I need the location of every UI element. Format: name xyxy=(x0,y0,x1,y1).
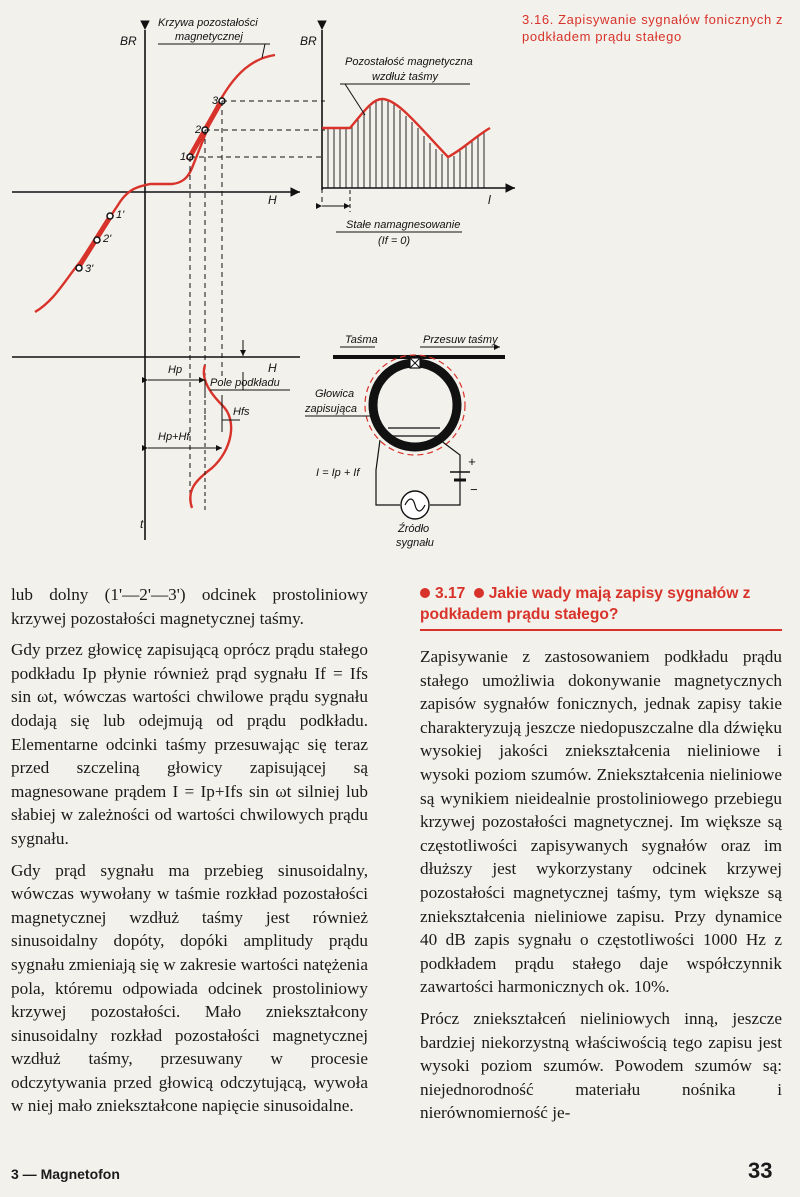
paragraph: Gdy prąd sygnału ma przebieg sinusoidalny, wówczas wywołany w taśmie rozkład pozostałości magnetycznej wzdłuż taśmy jest również sinusoidalny dopóty, dopóki amplitudy prądu sygnału zmieniają się w zakresie wartości natężenia pola, któremu odpowiada odcinek prostoliniowy krzywej pozostałości. Mało zniekształcony sinusoidalny rozkład pozostałości magnetycznej wzdłuż taśmy, przesuwany w procesie odczytywania przed głowicą odczytującą, wywoła w niej mało zniekształcone napięcie sinusoidalne. xyxy=(11,860,368,1116)
bullet-dot-icon xyxy=(420,588,430,598)
running-footer: 3 — Magnetofon xyxy=(11,1166,120,1182)
tape-title-1: Pozostałość magnetyczna xyxy=(345,56,473,68)
curve-title-1: Krzywa pozostałości xyxy=(158,17,258,29)
figure-3-16 xyxy=(0,0,800,560)
bullet-dot-icon xyxy=(474,588,484,598)
page-number: 33 xyxy=(748,1158,773,1183)
source-label-2: sygnału xyxy=(396,537,434,549)
point-3: 3 xyxy=(212,95,219,107)
head-label-2: zapisująca xyxy=(305,403,357,415)
const-mag-2: (If = 0) xyxy=(378,235,411,247)
const-mag-1: Stałe namagnesowanie xyxy=(346,219,461,231)
point-1: 1 xyxy=(180,151,187,163)
recording-head-diagram xyxy=(304,334,505,549)
tape-title-2: wzdłuż taśmy xyxy=(372,71,439,83)
battery-plus: + xyxy=(468,454,476,469)
paragraph: lub dolny (1'—2'—3') odcinek prostoliniowy krzywej pozostałości magnetycznej taśmy. xyxy=(11,585,368,628)
hfs-label: Hfs xyxy=(233,406,250,418)
question-title: Jakie wady mają zapisy sygnałów z podkładem prądu stałego? xyxy=(420,585,751,623)
h-axis-label-low: H xyxy=(268,361,277,375)
bias-field-label: Pole podkładu xyxy=(210,377,280,389)
tape-axes xyxy=(322,30,515,190)
remanence-axes xyxy=(12,30,300,540)
paragraph: Prócz zniekształceń nieliniowych inną, jeszcze bardziej niekorzystną właściwością tego zapisu jest wysoki poziom szumów. Powodem szumów są: niejednorodność materiału nośnika i nierównomierność je- xyxy=(420,1008,782,1123)
hp-label: Hp xyxy=(168,364,183,376)
t-axis-label: t xyxy=(140,517,144,531)
current-label: I = Ip + If xyxy=(316,467,360,479)
h-axis-label: H xyxy=(268,193,277,207)
projection-lines xyxy=(190,101,325,500)
tape-motion-label: Przesuw taśmy xyxy=(423,334,498,346)
paragraph: Zapisywanie z zastosowaniem podkładu prądu stałego umożliwia dokonywanie magnetycznych zapisów sygnałów fonicznych, jednak zapisy takie charakteryzują jeszcze niedopuszczalne dla dźwięku wysokiej jakości zniekształcenia nieliniowe i wysoki poziom szumów. Zniekształcenia nieliniowe są wynikiem nieidealnie prostoliniowego przebiegu krzywej pozostałości magnetycznej. Im większe są częstotliwości zapisywanych sygnałów oraz im dłuższy jest wykorzystany odcinek krzywej pozostałości magnetycznej taśmy, tym większe są zniekształcenia nieliniowe zapisu. Przy dynamice 40 dB zapis sygnału o częstotliwości 1000 Hz z podkładem prądu stałego daje współczynnik zawartości harmonicznych ok. 10%. xyxy=(420,647,782,997)
question-number: 3.17 xyxy=(435,585,466,602)
question-heading xyxy=(420,583,782,631)
hp-hf-label: Hp+Hf xyxy=(158,431,190,443)
br-label-right: BR xyxy=(300,34,317,48)
battery-minus: − xyxy=(470,482,478,497)
heading-rule xyxy=(420,629,782,631)
left-column xyxy=(11,583,368,1126)
right-column xyxy=(420,645,782,1133)
remanence-curve xyxy=(35,55,275,312)
tape-label: Taśma xyxy=(345,334,378,346)
br-label-left: BR xyxy=(120,34,137,48)
curve-title-2: magnetycznej xyxy=(175,31,243,43)
figure-caption: 3.16. Zapisywanie sygnałów fonicznych z podkładem prądu stałego xyxy=(522,12,784,44)
l-axis-label: l xyxy=(488,193,491,207)
source-label-1: Źródło xyxy=(398,523,430,535)
head-label-1: Głowica xyxy=(315,388,355,400)
point-2p: 2' xyxy=(103,233,112,245)
point-1p: 1' xyxy=(116,209,125,221)
paragraph: Gdy przez głowicę zapisującą oprócz prądu stałego podkładu Ip płynie również prąd sygnału If = Ifs sin ωt, wówczas wartości chwilowe prądu sygnału dodają się lub odejmują od prądu podkładu. Elementarne odcinki taśmy przesuwając się teraz przed szczeliną głowicy zapisującej są magnesowane prądem I = Ip+Ifs sin ωt silniej lub słabiej w zależności od wartości chwilowych prądu sygnału. xyxy=(11,640,368,848)
point-2: 2 xyxy=(195,124,202,136)
point-3p: 3' xyxy=(85,263,94,275)
